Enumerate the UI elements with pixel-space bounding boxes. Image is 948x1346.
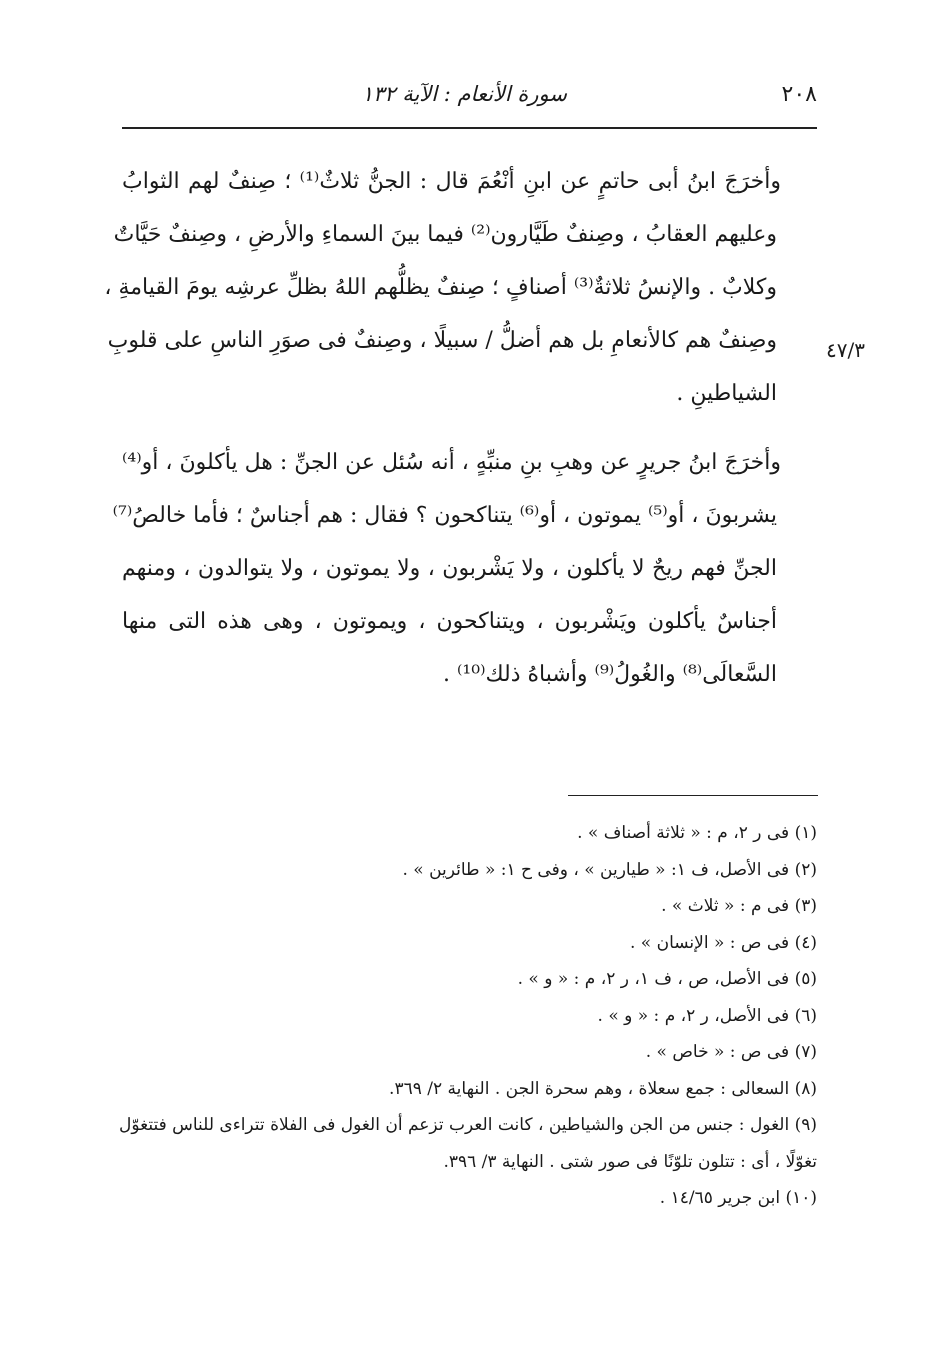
paragraph-2 [112,436,817,701]
footnote-2: (٢) فى الأصل، ف ١: « طيارين » ، وفى ح ١: « طائرين » . [402,859,817,880]
text-line: السَّعالَى⁽⁸⁾ والغُولُ⁽⁹⁾ وأشباهُ ذلك⁽¹⁰⁾ . [443,662,777,687]
footnote-3: (٣) فى م : « ثلاث » . [661,896,817,916]
footnote-8: (٨) السعالى : جمع سعلاة ، وهم سحرة الجن . النهاية ٢/ ٣٦٩. [389,1078,817,1099]
text-line: وعليهم العقابُ ، وصِنفٌ طَيَّارون⁽²⁾ فيما بينَ السماءِ والأرضِ ، وصِنفٌ حَيَّاتٌ [113,222,777,247]
footnote-rule [568,795,818,796]
text-line: الشياطينِ . [676,381,777,406]
paragraph-1 [104,155,817,420]
text-line: يشربونَ ، أو⁽⁵⁾ يموتون ، أو⁽⁶⁾ يتناكحون ؟ فقال : هم أجناسٌ ؛ فأما خالصُ⁽⁷⁾ [112,503,777,528]
text-line: وصِنفٌ هم كالأنعامِ بل هم أضلُّ / سبيلًا ، وصِنفٌ فى صوَرِ الناسِ على قلوبِ [107,328,777,353]
margin-reference: ٤٧/٣ [826,338,865,362]
footnote-6: (٦) فى الأصل، ر ٢، م : « و » . [597,1005,817,1026]
text-line: وأخرَجَ ابنُ جريرٍ عن وهبِ بنِ منبِّهٍ ، أنه سُئل عن الجنِّ : هل يأكلونَ ، أو⁽⁴⁾ [122,450,781,475]
header-rule [122,127,817,129]
footnote-5: (٥) فى الأصل، ص ، ف ١، ر ٢، م : « و » . [517,969,817,989]
text-line: وأخرَجَ ابنُ أبى حاتمٍ عن ابنِ أنْعُمَ قال : الجنُّ ثلاثٌ⁽¹⁾ ؛ صِنفٌ لهم الثوابُ [122,169,781,194]
text-line: أجناسٌ يأكلون ويَشْربون ، ويتناكحون ، ويموتون ، وهى هذه التى منها [122,609,777,634]
footnotes [119,815,817,1217]
running-title: سورة الأنعام : الآية ١٣٢ [361,82,567,106]
main-text [104,155,817,701]
footnote-4: (٤) فى ص : « الإنسان » . [629,932,817,953]
text-line: الجنِّ فهم ريحٌ لا يأكلون ، ولا يَشْربون ، ولا يموتون ، ولا يتوالدون ، ومنهم [122,556,777,581]
text-line: وكلابٌ . والإنسُ ثلاثةٌ⁽³⁾ أصنافٍ ؛ صِنفٌ يظلُّهم اللهُ بظلِّ عرشِه يومَ القيامةِ ، [104,275,777,300]
footnote-10: (١٠) ابن جرير ١٤/٦٥ . [659,1188,817,1208]
page-header [122,78,817,118]
footnote-9: (٩) الغول : جنس من الجن والشياطين ، كانت العرب تزعم أن الغول فى الفلاة تتراءى للناس فتتغوّل [119,1115,817,1135]
page-number: ٢٠٨ [781,82,817,107]
footnote-1: (١) فى ر ٢، م : « ثلاثة أصناف » . [577,823,817,843]
footnote-9-continued: تغوّلًا ، أى : تتلون تلوّنًا فى صور شتى . النهاية ٣/ ٣٩٦. [443,1151,817,1172]
footnote-7: (٧) فى ص : « خاص » . [645,1042,817,1062]
